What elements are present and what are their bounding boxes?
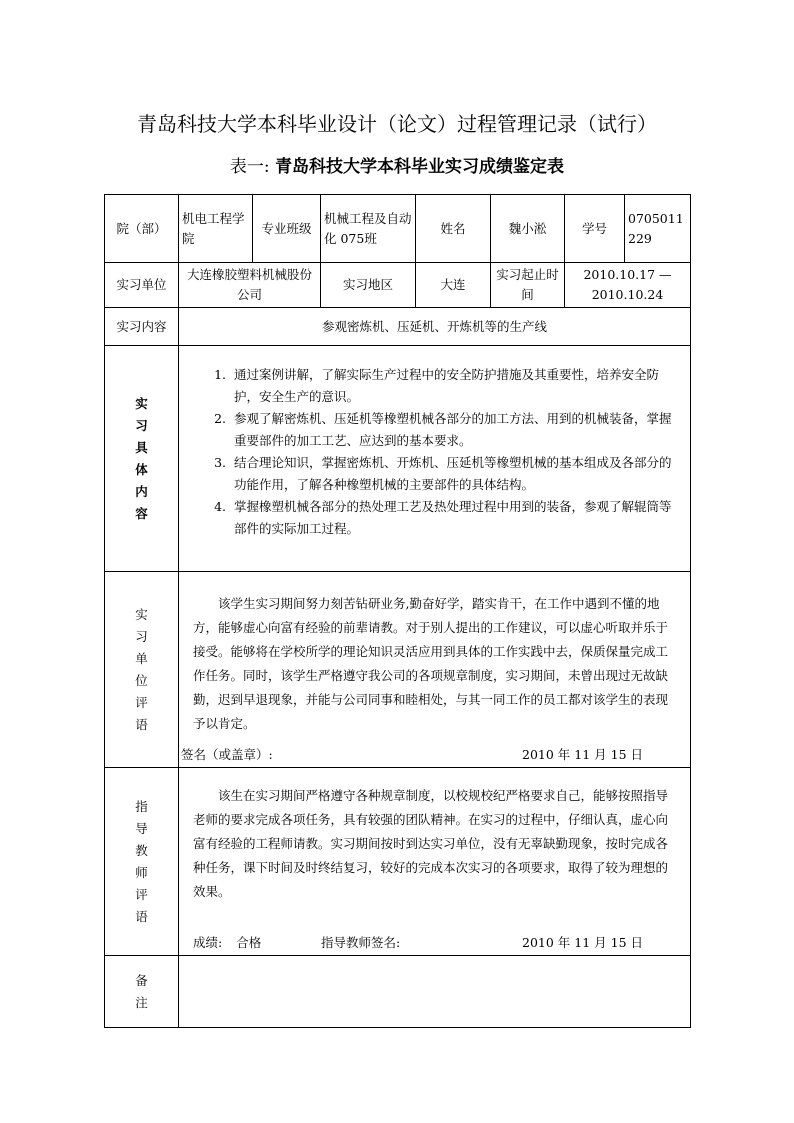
content-value: 参观密炼机、压延机、开炼机等的生产线 (179, 308, 691, 346)
teacher-comment-label-char: 导 (135, 820, 148, 836)
subtitle-prefix: 表一: (229, 157, 270, 177)
remarks-label-char: 备 (135, 972, 148, 988)
date-value: 2010.10.17 — 2010.10.24 (565, 263, 691, 308)
details-label-char: 习 (135, 417, 148, 433)
row-details (105, 346, 691, 572)
teacher-comment-label-char: 评 (135, 886, 148, 902)
student-id-label: 学号 (565, 195, 625, 263)
teacher-sign-label: 指导教师签名: (321, 935, 401, 950)
row-internship-unit (105, 263, 691, 308)
appraisal-table (104, 194, 691, 1028)
unit-label: 实习单位 (105, 263, 179, 308)
teacher-comment-label-char: 指 (135, 798, 148, 814)
details-content (179, 346, 691, 572)
remarks-label-char: 注 (135, 994, 148, 1010)
student-id-value: 0705011229 (625, 195, 691, 263)
place-label: 实习地区 (321, 263, 416, 308)
details-label (105, 346, 179, 572)
name-label: 姓名 (416, 195, 491, 263)
unit-sign-date: 2010 年 11 月 15 日 (522, 747, 643, 762)
unit-comment-content (179, 572, 691, 768)
teacher-comment-label (105, 768, 179, 956)
grade-value: 合格 (236, 935, 262, 950)
list-item: 3. 结合理论知识，掌握密炼机、开炼机、压延机等橡塑机械的基本组成及各部分的功能作用，了解各种橡塑机械的主要部件的具体结构。 (230, 452, 681, 496)
major-value: 机械工程及自动化 075班 (321, 195, 416, 263)
remarks-content (179, 956, 691, 1028)
unit-comment-label-char: 实 (135, 606, 148, 622)
unit-comment-label-char: 单 (135, 650, 148, 666)
teacher-comment-label-char: 教 (135, 842, 148, 858)
teacher-comment-label-char: 语 (135, 908, 148, 924)
grade-label: 成绩: (193, 935, 223, 950)
teacher-comment-text: 该生在实习期间严格遵守各种规章制度，以校规校纪严格要求自己，能够按照指导老师的要求完成各项任务，具有较强的团队精神。在实习的过程中，仔细认真，虚心向富有经验的工程师请教。实习期间按时到达实习单位，没有无辜缺勤现象，按时完成各种任务，课下时间及时终结复习，较好的完成本次实习的各项要求，取得了较为理想的效果。 (193, 788, 669, 899)
details-label-char: 内 (135, 483, 148, 499)
teacher-comment-content (179, 768, 691, 956)
content-label: 实习内容 (105, 308, 179, 346)
dept-label: 院（部） (105, 195, 179, 263)
details-label-char: 体 (135, 461, 148, 477)
unit-comment-label (105, 572, 179, 768)
unit-value: 大连橡胶塑料机械股份公司 (179, 263, 321, 308)
unit-comment-label-char: 位 (135, 672, 148, 688)
details-label-char: 容 (135, 505, 148, 521)
list-item: 2. 参观了解密炼机、压延机等橡塑机械各部分的加工方法、用到的机械装备，掌握重要部件的加工工艺、应达到的基本要求。 (230, 408, 681, 452)
unit-comment-label-char: 语 (135, 716, 148, 732)
row-unit-comment (105, 572, 691, 768)
unit-comment-label-char: 习 (135, 628, 148, 644)
remarks-label (105, 956, 179, 1028)
unit-comment-label-char: 评 (135, 694, 148, 710)
major-label: 专业班级 (253, 195, 321, 263)
list-item: 1. 通过案例讲解，了解实际生产过程中的安全防护措施及其重要性，培养安全防护，安全生产的意识。 (230, 364, 681, 408)
row-remarks (105, 956, 691, 1028)
page-title: 青岛科技大学本科毕业设计（论文）过程管理记录（试行） (137, 112, 657, 136)
date-label: 实习起止时间 (491, 263, 565, 308)
unit-sign-label: 签名（或盖章）: (181, 747, 273, 762)
list-item: 4. 掌握橡塑机械各部分的热处理工艺及热处理过程中用到的装备，参观了解辊筒等部件的实际加工过程。 (230, 496, 681, 540)
name-value: 魏小淞 (491, 195, 565, 263)
subtitle-main: 青岛科技大学本科毕业实习成绩鉴定表 (275, 157, 565, 177)
row-internship-content (105, 308, 691, 346)
details-label-char: 实 (135, 395, 148, 411)
dept-value: 机电工程学院 (179, 195, 253, 263)
details-label-char: 具 (135, 439, 148, 455)
details-list (182, 364, 687, 540)
teacher-comment-label-char: 师 (135, 864, 148, 880)
page-subtitle (0, 152, 794, 177)
unit-comment-text: 该学生实习期间努力刻苦钻研业务,勤奋好学，踏实肯干，在工作中遇到不懂的地方，能够虚心向富有经验的前辈请教。对于别人提出的工作建议，可以虚心听取并乐于接受。能够将在学校所学的理论知识灵活应用到具体的工作实践中去，保质保量完成工作任务。同时，该学生严格遵守我公司的各项规章制度，实习期间，未曾出现过无故缺勤，迟到早退现象，并能与公司同事和睦相处，与其一同工作的员工都对该学生的表现予以肯定。 (193, 596, 669, 731)
row-basic-info (105, 195, 691, 263)
teacher-sign-date: 2010 年 11 月 15 日 (522, 935, 643, 950)
row-teacher-comment (105, 768, 691, 956)
place-value: 大连 (416, 263, 491, 308)
